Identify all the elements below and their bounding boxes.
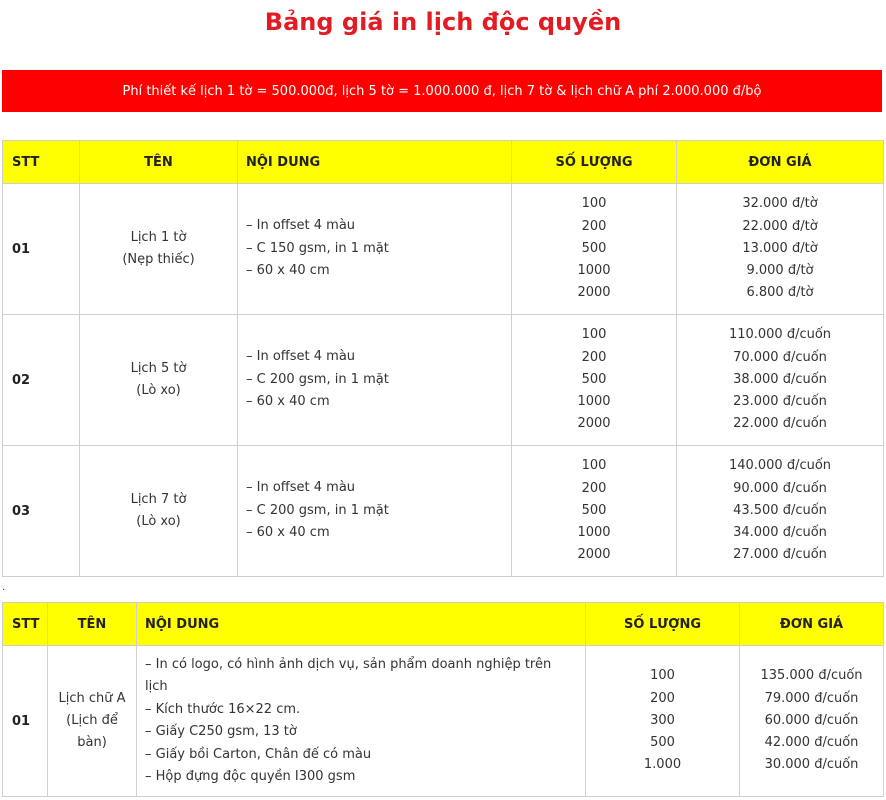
stt-cell: 01 (3, 184, 80, 315)
content-line: – C 150 gsm, in 1 mặt (246, 240, 389, 256)
content-line: – In có logo, có hình ảnh dịch vụ, sản phẩm doanh nghiệp trên (145, 656, 552, 672)
price-value: 34.000 đ/cuốn (733, 525, 827, 541)
content-line: – 60 x 40 cm (246, 263, 330, 279)
so-luong-cell (512, 315, 677, 446)
price-value: 22.000 đ/cuốn (733, 416, 827, 432)
ten-line: (Lò xo) (136, 514, 181, 529)
header-don-gia: ĐƠN GIÁ (677, 141, 884, 184)
quantity-value: 200 (650, 690, 675, 706)
content-line: – Kích thước 16×22 cm. (145, 701, 301, 717)
header-ten: TÊN (48, 603, 137, 646)
ten-line: Lịch chữ A (58, 691, 126, 706)
content-line: – 60 x 40 cm (246, 525, 330, 541)
ten-line: (Lịch để (66, 713, 118, 728)
ten-cell (80, 184, 238, 315)
stt-cell: 01 (3, 646, 48, 797)
price-value: 70.000 đ/cuốn (733, 349, 827, 365)
price-value: 23.000 đ/cuốn (733, 394, 827, 410)
noi-dung-cell (137, 646, 586, 797)
header-ten: TÊN (80, 141, 238, 184)
noi-dung-cell (238, 184, 512, 315)
content-line: – In offset 4 màu (246, 480, 356, 496)
price-value: 9.000 đ/tờ (746, 263, 814, 279)
price-value: 110.000 đ/cuốn (728, 327, 832, 343)
quantity-value: 2000 (577, 285, 611, 301)
header-so-luong: SỐ LƯỢNG (586, 603, 740, 646)
price-table-1 (2, 140, 884, 577)
quantity-value: 500 (650, 735, 675, 751)
ten-line: Lịch 7 tờ (130, 492, 187, 507)
header-stt: STT (3, 603, 48, 646)
quantity-value: 100 (650, 668, 675, 684)
quantity-value: 2000 (577, 416, 611, 432)
price-value: 90.000 đ/cuốn (733, 480, 827, 496)
price-value: 27.000 đ/cuốn (733, 547, 827, 563)
price-value: 38.000 đ/cuốn (733, 371, 827, 387)
price-value: 13.000 đ/tờ (742, 240, 818, 256)
header-stt: STT (3, 141, 80, 184)
header-noi-dung: NỘI DUNG (238, 141, 512, 184)
quantity-value: 100 (581, 196, 607, 212)
ten-cell (48, 646, 137, 797)
quantity-value: 1000 (577, 525, 611, 541)
quantity-value: 1000 (577, 394, 611, 410)
table-row (3, 315, 884, 446)
content-line: – 60 x 40 cm (246, 394, 330, 410)
stt-cell: 02 (3, 315, 80, 446)
price-value: 60.000 đ/cuốn (764, 712, 859, 728)
content-line: – Hộp đựng độc quyền I300 gsm (145, 769, 356, 784)
quantity-value: 500 (581, 371, 607, 387)
content-line: – Giấy C250 gsm, 13 tờ (145, 724, 297, 739)
ten-line: Lịch 1 tờ (130, 230, 187, 245)
table-header-row (3, 603, 884, 646)
table-row (3, 646, 884, 797)
ten-line: (Nẹp thiếc) (122, 252, 195, 267)
price-value: 22.000 đ/tờ (742, 218, 818, 234)
header-noi-dung: NỘI DUNG (137, 603, 586, 646)
stt-cell: 03 (3, 446, 80, 577)
quantity-value: 200 (581, 480, 607, 496)
quantity-value: 200 (581, 349, 607, 365)
price-value: 30.000 đ/cuốn (764, 757, 859, 773)
ten-line: (Lò xo) (136, 383, 181, 398)
price-value: 6.800 đ/tờ (746, 285, 814, 301)
quantity-value: 200 (581, 218, 607, 234)
content-line: – C 200 gsm, in 1 mặt (246, 502, 389, 518)
quantity-value: 500 (581, 502, 607, 518)
content-line: – In offset 4 màu (246, 218, 356, 234)
content-line: lịch (145, 679, 168, 694)
ten-line: Lịch 5 tờ (130, 361, 187, 376)
separator-dot: . (2, 582, 6, 593)
price-value: 79.000 đ/cuốn (764, 690, 859, 706)
header-so-luong: SỐ LƯỢNG (512, 141, 677, 184)
header-don-gia: ĐƠN GIÁ (740, 603, 884, 646)
content-line: – C 200 gsm, in 1 mặt (246, 371, 389, 387)
price-value: 32.000 đ/tờ (742, 196, 818, 212)
table-header-row (3, 141, 884, 184)
table-row (3, 446, 884, 577)
ten-cell (80, 446, 238, 577)
don-gia-cell (677, 446, 884, 577)
quantity-value: 100 (581, 458, 607, 474)
noi-dung-cell (238, 315, 512, 446)
page-title: Bảng giá in lịch độc quyền (264, 8, 622, 36)
quantity-value: 2000 (577, 547, 611, 563)
quantity-value: 500 (581, 240, 607, 256)
content-line: – In offset 4 màu (246, 349, 356, 365)
quantity-value: 300 (650, 712, 675, 728)
so-luong-cell (586, 646, 740, 797)
content-line: – Giấy bồi Carton, Chân đế có màu (145, 746, 372, 762)
price-value: 140.000 đ/cuốn (728, 458, 832, 474)
design-fee-banner: Phí thiết kế lịch 1 tờ = 500.000đ, lịch 5 tờ = 1.000.000 đ, lịch 7 tờ & lịch chữ A phí 2.000.000 đ/bộ (2, 70, 882, 112)
so-luong-cell (512, 184, 677, 315)
quantity-value: 100 (581, 327, 607, 343)
don-gia-cell (740, 646, 884, 797)
quantity-value: 1000 (577, 263, 611, 279)
ten-cell (80, 315, 238, 446)
price-value: 42.000 đ/cuốn (764, 735, 859, 751)
quantity-value: 1.000 (643, 757, 682, 773)
so-luong-cell (512, 446, 677, 577)
price-value: 43.500 đ/cuốn (733, 502, 827, 518)
price-table-2 (2, 602, 884, 797)
ten-line: bàn) (77, 735, 107, 750)
don-gia-cell (677, 184, 884, 315)
price-value: 135.000 đ/cuốn (760, 668, 863, 684)
noi-dung-cell (238, 446, 512, 577)
don-gia-cell (677, 315, 884, 446)
table-row (3, 184, 884, 315)
